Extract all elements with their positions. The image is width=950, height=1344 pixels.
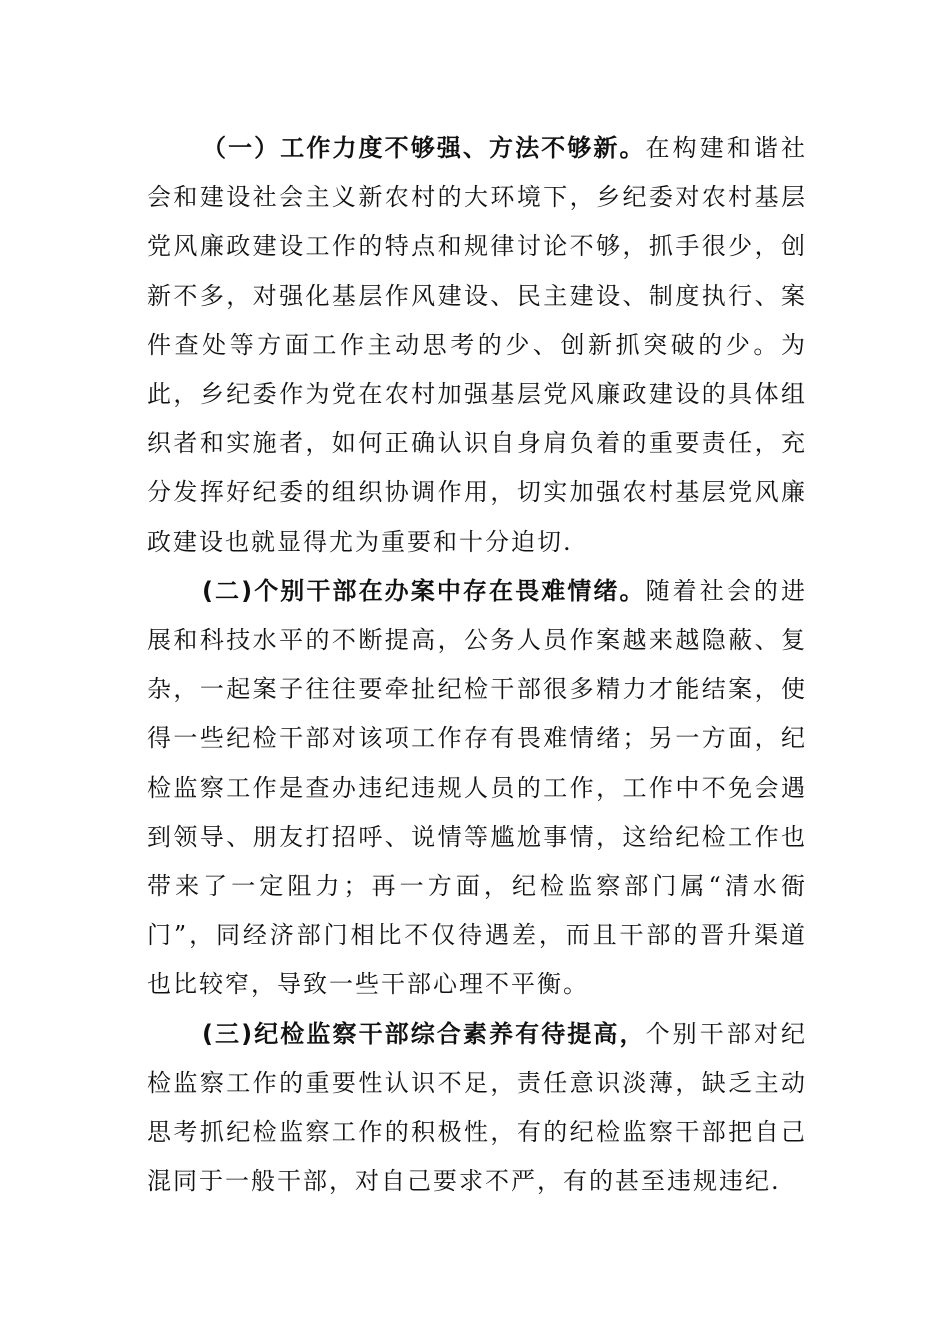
paragraph-3 xyxy=(147,1010,807,1207)
paragraph-3-heading: (三)纪检监察干部综合素养有待提高， xyxy=(202,1019,646,1048)
paragraph-2-heading: (二)个别干部在办案中存在畏难情绪。 xyxy=(202,576,646,605)
paragraph-1-body: 在构建和谐社会和建设社会主义新农村的大环境下，乡纪委对农村基层党风廉政建设工作的特点和规律讨论不够，抓手很少，创新不多，对强化基层作风建设、民主建设、制度执行、案件查处等方面工作主动思考的少、创新抓突破的少。为此，乡纪委作为党在农村加强基层党风廉政建设的具体组织者和实施者，如何正确认识自身肩负着的重要责任，充分发挥好纪委的组织协调作用，切实加强农村基层党风廉政建设也就显得尤为重要和十分迫切. xyxy=(147,134,808,556)
paragraph-2-body: 随着社会的进展和科技水平的不断提高，公务人员作案越来越隐蔽、复杂，一起案子往往要牵扯纪检干部很多精力才能结案，使得一些纪检干部对该项工作存有畏难情绪；另一方面，纪检监察工作是查办违纪违规人员的工作，工作中不免会遇到领导、朋友打招呼、说情等尴尬事情，这给纪检工作也带来了一定阻力；再一方面，纪检监察部门属“清水衙门”，同经济部门相比不仅待遇差，而且干部的晋升渠道也比较窄，导致一些干部心理不平衡。 xyxy=(147,576,808,999)
paragraph-3-body: 个别干部对纪检监察工作的重要性认识不足，责任意识淡薄，缺乏主动思考抓纪检监察工作的积极性，有的纪检监察干部把自己混同于一般干部，对自己要求不严，有的甚至违规违纪. xyxy=(147,1019,808,1196)
paragraph-2 xyxy=(147,567,807,1010)
paragraph-1 xyxy=(147,124,807,567)
document-page xyxy=(147,124,807,1206)
paragraph-1-heading: （一）工作力度不够强、方法不够新。 xyxy=(202,134,646,162)
